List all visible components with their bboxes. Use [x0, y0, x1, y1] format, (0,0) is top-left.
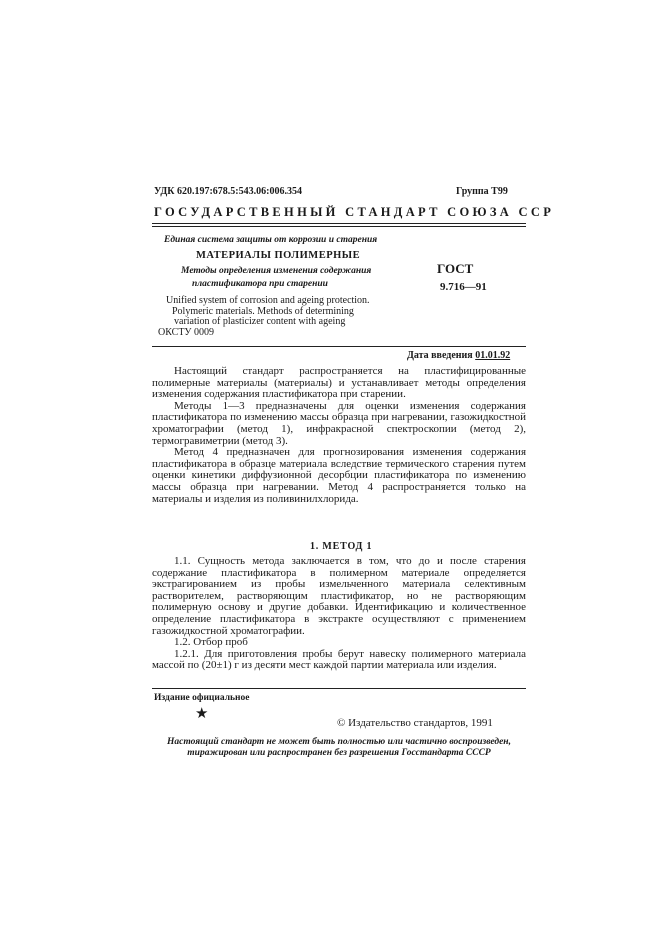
notice-line: тиражирован или распространен без разрешения Госстандарта СССР	[187, 748, 491, 758]
paragraph: Настоящий стандарт распространяется на пластифицированные полимерные материалы (материалы) и устанавливает методы определения изменения содержания пластификатора при старении.	[152, 365, 526, 401]
effective-date	[407, 350, 510, 361]
paragraph: Метод 4 предназначен для прогнозирования изменения содержания пластификатора в образце материала вследствие термического старения путем оценки кинетики диффузионной десорбции пластификатора по изменению массы образца при нагревании. Метод 4 распространяется только на материалы и изделия из поливинилхлорида.	[152, 446, 526, 505]
paragraph: 1.2. Отбор проб	[174, 636, 248, 649]
header-rule-thin	[152, 226, 526, 227]
gost-label: ГОСТ	[437, 261, 474, 276]
reproduction-notice	[152, 737, 526, 759]
section-heading: 1. МЕТОД 1	[310, 541, 373, 552]
standard-banner: ГОСУДАРСТВЕННЫЙ СТАНДАРТ СОЮЗА ССР	[154, 205, 555, 219]
english-title-line: Unified system of corrosion and ageing protection.	[166, 295, 370, 306]
group-code: Группа Т99	[456, 186, 508, 197]
header-rule	[152, 223, 526, 224]
section-1-body	[152, 556, 526, 672]
title-rule	[152, 346, 526, 347]
okstu-code: ОКСТУ 0009	[158, 326, 215, 338]
copyright: © Издательство стандартов, 1991	[337, 717, 493, 729]
paragraph: Методы 1—3 предназначены для оценки изменения содержания пластификатора по изменению массы образца при нагревании, газожидкостной хроматографии (метод 1), инфракрасной спектроскопии (метод 2), термогравиметрии (метод 3).	[152, 399, 526, 447]
materials-title: МАТЕРИАЛЫ ПОЛИМЕРНЫЕ	[196, 250, 361, 261]
date-label: Дата введения	[407, 350, 473, 361]
paragraph: 1.1. Сущность метода заключается в том, что до и после старения содержание пластификатора в полимерном материале определяется экстрагированием из пробы измельченного материала селективным растворителем, растворяющим пластификатор, но не растворяющим полимерную основу и другие добавки. Идентификацию и количественное определение пластификатора в экстракте осуществляют с применением газожидкостной хроматографии.	[152, 555, 526, 637]
star-icon: ★	[195, 706, 209, 722]
english-title-line: variation of plasticizer content with ageing	[174, 316, 346, 327]
system-title: Единая система защиты от коррозии и старения	[164, 235, 378, 245]
english-title	[158, 295, 406, 338]
methods-title-line2: пластификатора при старении	[192, 279, 328, 289]
gost-number: 9.716—91	[440, 281, 487, 293]
paragraph: 1.2.1. Для приготовления пробы берут навеску полимерного материала массой по (20±1) г из десяти мест каждой партии материала или изделия.	[152, 647, 526, 672]
edition-label: Издание официальное	[154, 693, 250, 703]
footer-rule	[152, 688, 526, 689]
date-value: 01.01.92	[475, 350, 511, 361]
udk-code: УДК 620.197:678.5:543.06:006.354	[154, 186, 302, 197]
methods-title-line1: Методы определения изменения содержания	[181, 266, 372, 276]
notice-line: Настоящий стандарт не может быть полностью или частично воспроизведен,	[167, 737, 511, 747]
english-title-line: Polymeric materials. Methods of determining	[172, 305, 354, 317]
intro-section	[152, 366, 526, 505]
